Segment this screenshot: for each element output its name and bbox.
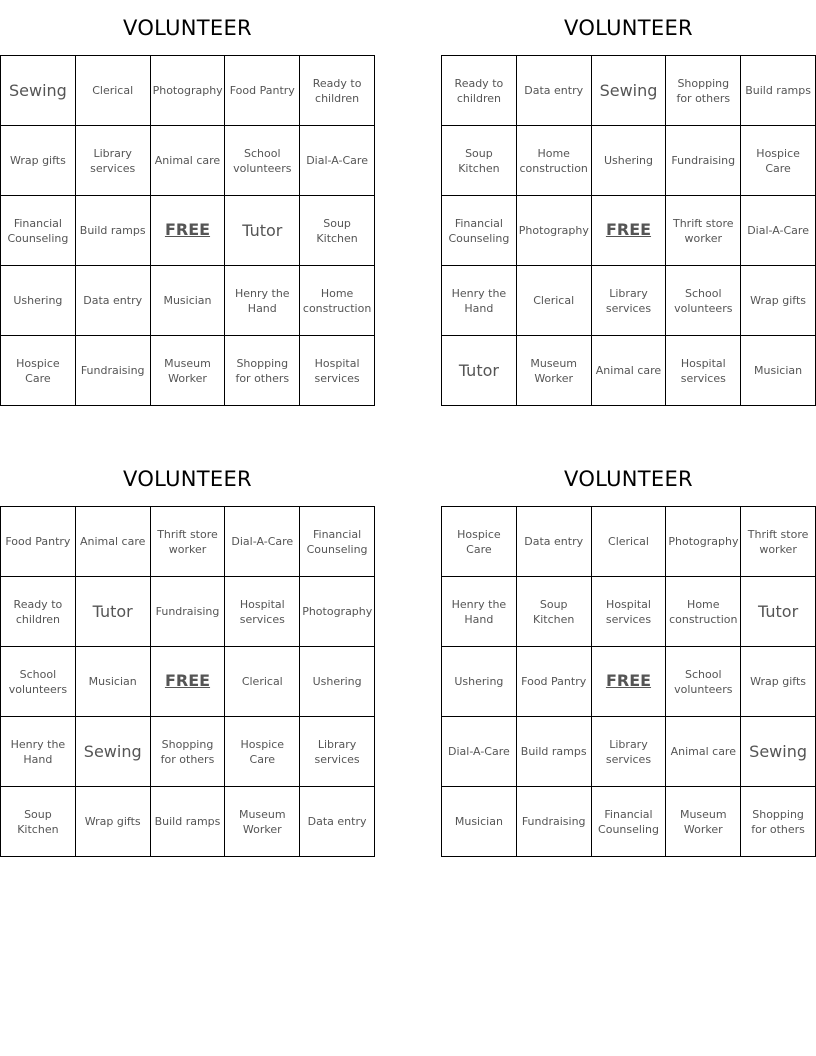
- bingo-cell: Data entry: [516, 56, 591, 126]
- bingo-cell: Hospice Care: [741, 126, 816, 196]
- bingo-cell: Library services: [75, 126, 150, 196]
- card-title: VOLUNTEER: [564, 467, 693, 491]
- bingo-cell: Hospital services: [591, 577, 666, 647]
- bingo-cell: Library services: [591, 266, 666, 336]
- bingo-cell: Dial-A-Care: [225, 507, 300, 577]
- card-title: VOLUNTEER: [123, 467, 252, 491]
- grid-row: [1, 266, 375, 336]
- free-label: FREE: [605, 671, 652, 690]
- free-space: [150, 647, 225, 717]
- grid-row: [442, 577, 816, 647]
- grid-row: [442, 787, 816, 857]
- bingo-cell: Animal care: [75, 507, 150, 577]
- grid-row: [442, 196, 816, 266]
- bingo-cell: Wrap gifts: [75, 787, 150, 857]
- bingo-cell: Animal care: [150, 126, 225, 196]
- bingo-cell: Photography: [150, 56, 225, 126]
- bingo-cell: Museum Worker: [225, 787, 300, 857]
- bingo-cell: Hospital services: [300, 336, 375, 406]
- free-space: [591, 196, 666, 266]
- grid-row: [442, 336, 816, 406]
- bingo-cell: Henry the Hand: [1, 717, 76, 787]
- grid-row: [442, 717, 816, 787]
- bingo-cell: Henry the Hand: [225, 266, 300, 336]
- bingo-cell: Data entry: [75, 266, 150, 336]
- bingo-cell: Museum Worker: [516, 336, 591, 406]
- bingo-cell: Wrap gifts: [1, 126, 76, 196]
- bingo-cell: Soup Kitchen: [442, 126, 517, 196]
- bingo-cell: School volunteers: [225, 126, 300, 196]
- bingo-cell: Photography: [300, 577, 375, 647]
- bingo-cell: Museum Worker: [150, 336, 225, 406]
- free-label: FREE: [164, 671, 211, 690]
- grid-row: [1, 56, 375, 126]
- card-title: VOLUNTEER: [564, 16, 693, 40]
- bingo-cell: Home construction: [666, 577, 741, 647]
- bingo-cell: Shopping for others: [741, 787, 816, 857]
- bingo-grid: [0, 55, 375, 406]
- bingo-cell: Photography: [516, 196, 591, 266]
- bingo-cell: Home construction: [516, 126, 591, 196]
- bingo-cell: Fundraising: [150, 577, 225, 647]
- bingo-cell: Food Pantry: [1, 507, 76, 577]
- bingo-card: [0, 0, 375, 406]
- bingo-cell: Musician: [150, 266, 225, 336]
- grid-row: [1, 126, 375, 196]
- bingo-cell: Build ramps: [75, 196, 150, 266]
- bingo-cell: Wrap gifts: [741, 266, 816, 336]
- bingo-cell: Clerical: [516, 266, 591, 336]
- bingo-cell: Animal care: [591, 336, 666, 406]
- free-label: FREE: [164, 220, 211, 239]
- bingo-cell: Tutor: [75, 577, 150, 647]
- bingo-grid: [441, 55, 816, 406]
- bingo-cell: Thrift store worker: [666, 196, 741, 266]
- bingo-cell: Thrift store worker: [150, 507, 225, 577]
- grid-row: [442, 266, 816, 336]
- grid-row: [1, 336, 375, 406]
- bingo-cell: School volunteers: [1, 647, 76, 717]
- bingo-cell: Clerical: [75, 56, 150, 126]
- bingo-cell: Shopping for others: [225, 336, 300, 406]
- grid-row: [1, 507, 375, 577]
- bingo-cell: Dial-A-Care: [300, 126, 375, 196]
- bingo-cell: Fundraising: [666, 126, 741, 196]
- bingo-cell: Tutor: [442, 336, 517, 406]
- bingo-cell: Photography: [666, 507, 741, 577]
- bingo-cell: Hospice Care: [225, 717, 300, 787]
- bingo-cell: Wrap gifts: [741, 647, 816, 717]
- bingo-cell: Musician: [741, 336, 816, 406]
- bingo-cell: Home construction: [300, 266, 375, 336]
- bingo-grid: [0, 506, 375, 857]
- bingo-cell: Financial Counseling: [442, 196, 517, 266]
- card-title: VOLUNTEER: [123, 16, 252, 40]
- bingo-cell: School volunteers: [666, 647, 741, 717]
- bingo-cell: Tutor: [741, 577, 816, 647]
- bingo-cell: Sewing: [591, 56, 666, 126]
- bingo-cell: Library services: [300, 717, 375, 787]
- bingo-cell: Soup Kitchen: [1, 787, 76, 857]
- bingo-cell: Animal care: [666, 717, 741, 787]
- bingo-cell: Clerical: [591, 507, 666, 577]
- bingo-cell: Shopping for others: [150, 717, 225, 787]
- bingo-cell: Ushering: [442, 647, 517, 717]
- grid-row: [1, 717, 375, 787]
- bingo-cell: Financial Counseling: [591, 787, 666, 857]
- bingo-cell: Clerical: [225, 647, 300, 717]
- bingo-cell: Henry the Hand: [442, 577, 517, 647]
- bingo-cell: Ready to children: [300, 56, 375, 126]
- free-label: FREE: [605, 220, 652, 239]
- bingo-card: [441, 451, 816, 857]
- bingo-cell: Food Pantry: [516, 647, 591, 717]
- bingo-cell: Food Pantry: [225, 56, 300, 126]
- bingo-cell: Hospital services: [666, 336, 741, 406]
- bingo-cell: Data entry: [516, 507, 591, 577]
- bingo-cell: Library services: [591, 717, 666, 787]
- grid-row: [442, 647, 816, 717]
- bingo-cell: School volunteers: [666, 266, 741, 336]
- bingo-grid: [441, 506, 816, 857]
- grid-row: [1, 647, 375, 717]
- bingo-cell: Henry the Hand: [442, 266, 517, 336]
- bingo-cell: Build ramps: [150, 787, 225, 857]
- bingo-cell: Data entry: [300, 787, 375, 857]
- bingo-cell: Musician: [442, 787, 517, 857]
- bingo-cell: Ushering: [591, 126, 666, 196]
- bingo-cell: Financial Counseling: [1, 196, 76, 266]
- bingo-cell: Ready to children: [442, 56, 517, 126]
- bingo-cell: Thrift store worker: [741, 507, 816, 577]
- bingo-cell: Hospital services: [225, 577, 300, 647]
- grid-row: [1, 787, 375, 857]
- grid-row: [1, 577, 375, 647]
- grid-row: [442, 507, 816, 577]
- bingo-cell: Sewing: [741, 717, 816, 787]
- bingo-cell: Hospice Care: [442, 507, 517, 577]
- bingo-cell: Dial-A-Care: [442, 717, 517, 787]
- bingo-card: [0, 451, 375, 857]
- bingo-cell: Build ramps: [741, 56, 816, 126]
- bingo-cell: Dial-A-Care: [741, 196, 816, 266]
- bingo-cell: Ready to children: [1, 577, 76, 647]
- free-space: [150, 196, 225, 266]
- grid-row: [1, 196, 375, 266]
- bingo-cell: Fundraising: [75, 336, 150, 406]
- bingo-cell: Ushering: [1, 266, 76, 336]
- bingo-cell: Musician: [75, 647, 150, 717]
- bingo-cell: Build ramps: [516, 717, 591, 787]
- bingo-cell: Soup Kitchen: [516, 577, 591, 647]
- bingo-cell: Museum Worker: [666, 787, 741, 857]
- bingo-card: [441, 0, 816, 406]
- grid-row: [442, 126, 816, 196]
- bingo-cell: Ushering: [300, 647, 375, 717]
- bingo-cell: Fundraising: [516, 787, 591, 857]
- bingo-cell: Shopping for others: [666, 56, 741, 126]
- bingo-cell: Tutor: [225, 196, 300, 266]
- bingo-cell: Hospice Care: [1, 336, 76, 406]
- grid-row: [442, 56, 816, 126]
- bingo-cell: Sewing: [1, 56, 76, 126]
- bingo-cell: Financial Counseling: [300, 507, 375, 577]
- bingo-cell: Soup Kitchen: [300, 196, 375, 266]
- bingo-cell: Sewing: [75, 717, 150, 787]
- free-space: [591, 647, 666, 717]
